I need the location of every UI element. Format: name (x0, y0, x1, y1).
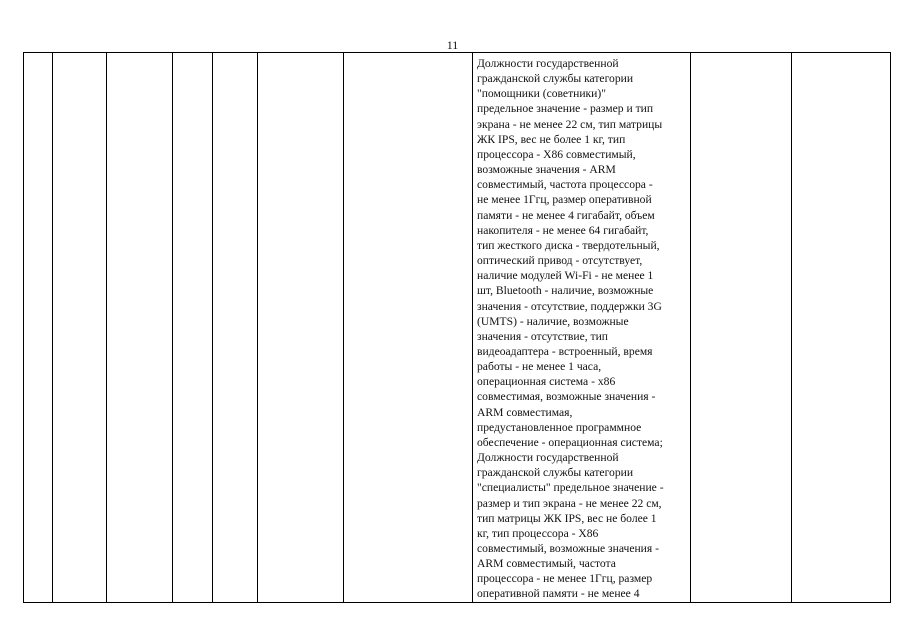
requirements-cell (473, 53, 691, 603)
table-cell-10 (792, 53, 891, 603)
table-cell-6 (258, 53, 344, 603)
table-cell-9 (691, 53, 792, 603)
requirements-text: Должности государственной гражданской службы категории "помощники (советники)" предельное значение - размер и тип экрана - не менее 22 см, тип матрицы ЖК IPS, вес не более 1 кг, тип процессора - X86 совместимый, возможные значения - ARM совместимый, частота процессора - не менее 1Ггц, размер оперативной памяти - не менее 4 гигабайт, объем накопителя - не менее 64 гигабайт, тип жесткого диска - твердотельный, оптический привод - отсутствует, наличие модулей Wi-Fi - не менее 1 шт, Bluetooth - наличие, возможные значения - отсутствие, поддержки 3G (UMTS) - наличие, возможные значения - отсутствие, тип видеоадаптера - встроенный, время работы - не менее 1 часа, операционная система - x86 совместимая, возможные значения - ARM совместимая, предустановленное программное обеспечение - операционная система; Должности государственной гражданской службы категории "специалисты" предельное значение - размер и тип экрана - не менее 22 см, тип матрицы ЖК IPS, вес не более 1 кг, тип процессора - X86 совместимый, возможные значения - ARM совместимый, частота процессора - не менее 1Ггц, размер оперативной памяти - не менее 4 (477, 57, 664, 601)
table-cell-5 (213, 53, 258, 603)
spec-table (23, 52, 891, 603)
table-cell-1 (24, 53, 53, 603)
table-row (24, 53, 891, 603)
table-cell-3 (107, 53, 173, 603)
table-cell-2 (53, 53, 107, 603)
page-number: 11 (446, 38, 459, 52)
table-cell-7 (344, 53, 473, 603)
table-cell-4 (173, 53, 213, 603)
